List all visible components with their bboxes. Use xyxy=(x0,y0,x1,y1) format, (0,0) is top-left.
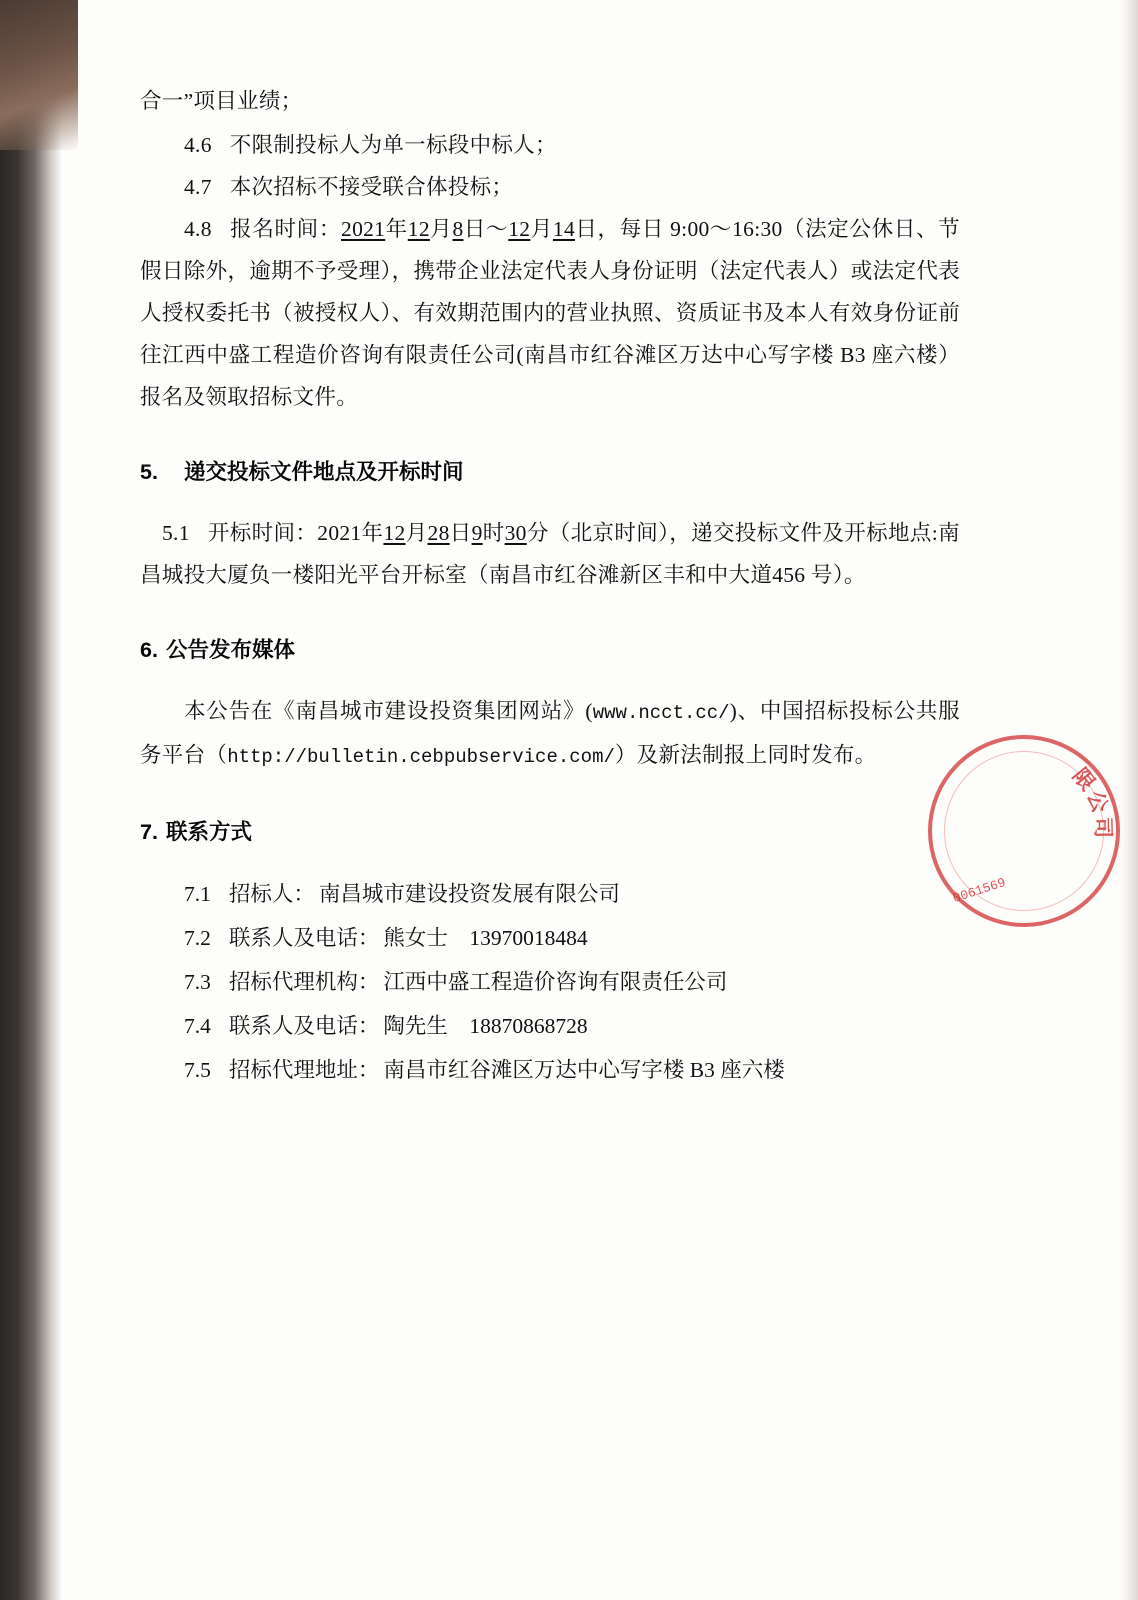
document-body xyxy=(140,80,960,1092)
seal-arc-label: 限公司 xyxy=(1067,764,1115,842)
bid-open-tail-1: （北京时间），递交投标文件及 xyxy=(548,521,845,545)
bid-open-hour: 9 xyxy=(471,521,483,545)
contact-7-4-value: 陶先生 18870868728 xyxy=(383,1014,588,1038)
scan-corner-shadow xyxy=(0,0,78,150)
month-unit-end: 月 xyxy=(530,217,553,241)
section-6-paragraph xyxy=(140,690,960,778)
contact-7-3-value: 江西中盛工程造价咨询有限责任公司 xyxy=(383,970,728,994)
list-item xyxy=(140,916,960,960)
clause-4-8-label: 报名时间： xyxy=(229,217,342,241)
clause-4-8 xyxy=(140,208,960,418)
registration-end-month: 12 xyxy=(508,217,531,241)
contact-7-3-label: 招标代理机构： xyxy=(228,970,380,994)
contact-7-5-value: 南昌市红谷滩区万达中心写字楼 B3 座六楼 xyxy=(383,1058,785,1082)
bid-open-tail-2: 开标地点:南昌城投大厦负一楼阳光平台开标室（南昌市红谷滩新区丰和中大道 xyxy=(140,521,960,587)
seal-inner-ring xyxy=(944,751,1104,911)
section-7-title: 联系方式 xyxy=(165,820,252,844)
clause-4-8-rest: 休日、节假日除外，逾期不予受理），携带企业法定代表人身份证明（法定代表人）或法定代表人授权委托书（被授权人）、有效期范围内的营业执照、资质证书及本人有效身份证前往江西中盛工程造价咨询有限责任公司(南昌市红谷滩区万达中心写字楼 B3 座六楼）报名及领取招标文件。 xyxy=(140,217,960,409)
clause-4-7-number: 4.7 xyxy=(184,175,212,199)
bid-open-day: 28 xyxy=(427,521,450,545)
contact-7-1-number: 7.1 xyxy=(184,882,211,906)
clause-5-1-number: 5.1 xyxy=(162,521,190,545)
bid-open-year: 2021 xyxy=(317,521,362,545)
clause-4-6 xyxy=(140,124,960,166)
media-url-cebpubservice: http://bulletin.cebpubservice.com/ xyxy=(227,746,615,768)
clause-4-7-text: 本次招标不接受联合体投标； xyxy=(229,175,514,199)
registration-end-day: 14 xyxy=(552,217,575,241)
media-text-d: ）及新法制报上同时发布。 xyxy=(614,743,877,767)
month-unit: 月 xyxy=(429,217,453,241)
contact-7-3-number: 7.3 xyxy=(184,970,211,994)
registration-start-month: 12 xyxy=(407,217,430,241)
bid-open-year-unit: 年 xyxy=(361,521,384,545)
contact-7-4-label: 联系人及电话： xyxy=(228,1014,380,1038)
section-7-number: 7. xyxy=(140,820,158,844)
scan-edge-right xyxy=(1120,0,1138,1600)
bid-open-month-unit: 月 xyxy=(405,521,428,545)
day-unit-end: 日， xyxy=(575,217,620,241)
list-item xyxy=(140,1004,960,1048)
registration-start-day: 8 xyxy=(452,217,464,241)
section-7-heading xyxy=(140,812,960,852)
clause-5-1 xyxy=(140,512,960,596)
contact-7-1-label: 招标人： xyxy=(228,882,315,906)
contact-7-2-value: 熊女士 13970018484 xyxy=(383,926,588,950)
bid-open-month: 12 xyxy=(383,521,406,545)
clause-4-6-text: 不限制投标人为单一标段中标人； xyxy=(229,133,557,157)
section-5-number: 5. xyxy=(140,460,158,484)
registration-time-range: 每日 9:00～16:30（法定公 xyxy=(619,217,872,241)
bid-open-tail-3: 456 号）。 xyxy=(772,563,866,587)
section-6-heading xyxy=(140,630,960,670)
clause-5-1-label: 开标时间： xyxy=(207,521,318,545)
scan-edge-left xyxy=(0,0,62,1600)
media-text-a: 本公告在《南昌城市建设投资集团网站》( xyxy=(184,699,593,723)
list-item xyxy=(140,960,960,1004)
year-unit: 年 xyxy=(385,217,408,241)
section-5-title: 递交投标文件地点及开标时间 xyxy=(183,460,464,484)
contact-7-2-label: 联系人及电话： xyxy=(228,926,380,950)
contact-7-1-value: 南昌城市建设投资发展有限公司 xyxy=(318,882,620,906)
seal-code: 0061569 xyxy=(951,874,1008,907)
clause-4-6-number: 4.6 xyxy=(184,133,212,157)
day-unit-start: 日～ xyxy=(463,217,509,241)
registration-year: 2021 xyxy=(341,217,386,241)
media-text-b: )、中国招标投标公 xyxy=(729,699,916,723)
list-item xyxy=(140,1048,960,1092)
section-6-number: 6. xyxy=(140,638,158,662)
section-5-heading xyxy=(140,452,960,492)
clause-4-8-number: 4.8 xyxy=(184,217,212,241)
section-6-title: 公告发布媒体 xyxy=(165,638,295,662)
list-item xyxy=(140,872,960,916)
contact-7-2-number: 7.2 xyxy=(184,926,211,950)
contact-7-5-label: 招标代理地址： xyxy=(228,1058,380,1082)
continued-line: 合一”项目业绩； xyxy=(140,89,303,113)
clause-4-7 xyxy=(140,166,960,208)
bid-open-minute: 30 xyxy=(504,521,527,545)
media-url-ncct: www.ncct.cc/ xyxy=(592,702,730,724)
media-text-c: 共服务平台（ xyxy=(140,699,960,767)
bid-open-day-unit: 日 xyxy=(449,521,472,545)
bid-open-minute-unit: 分 xyxy=(526,521,549,545)
contact-list xyxy=(140,872,960,1092)
contact-7-5-number: 7.5 xyxy=(184,1058,211,1082)
bid-open-hour-unit: 时 xyxy=(482,521,505,545)
contact-7-4-number: 7.4 xyxy=(184,1014,211,1038)
